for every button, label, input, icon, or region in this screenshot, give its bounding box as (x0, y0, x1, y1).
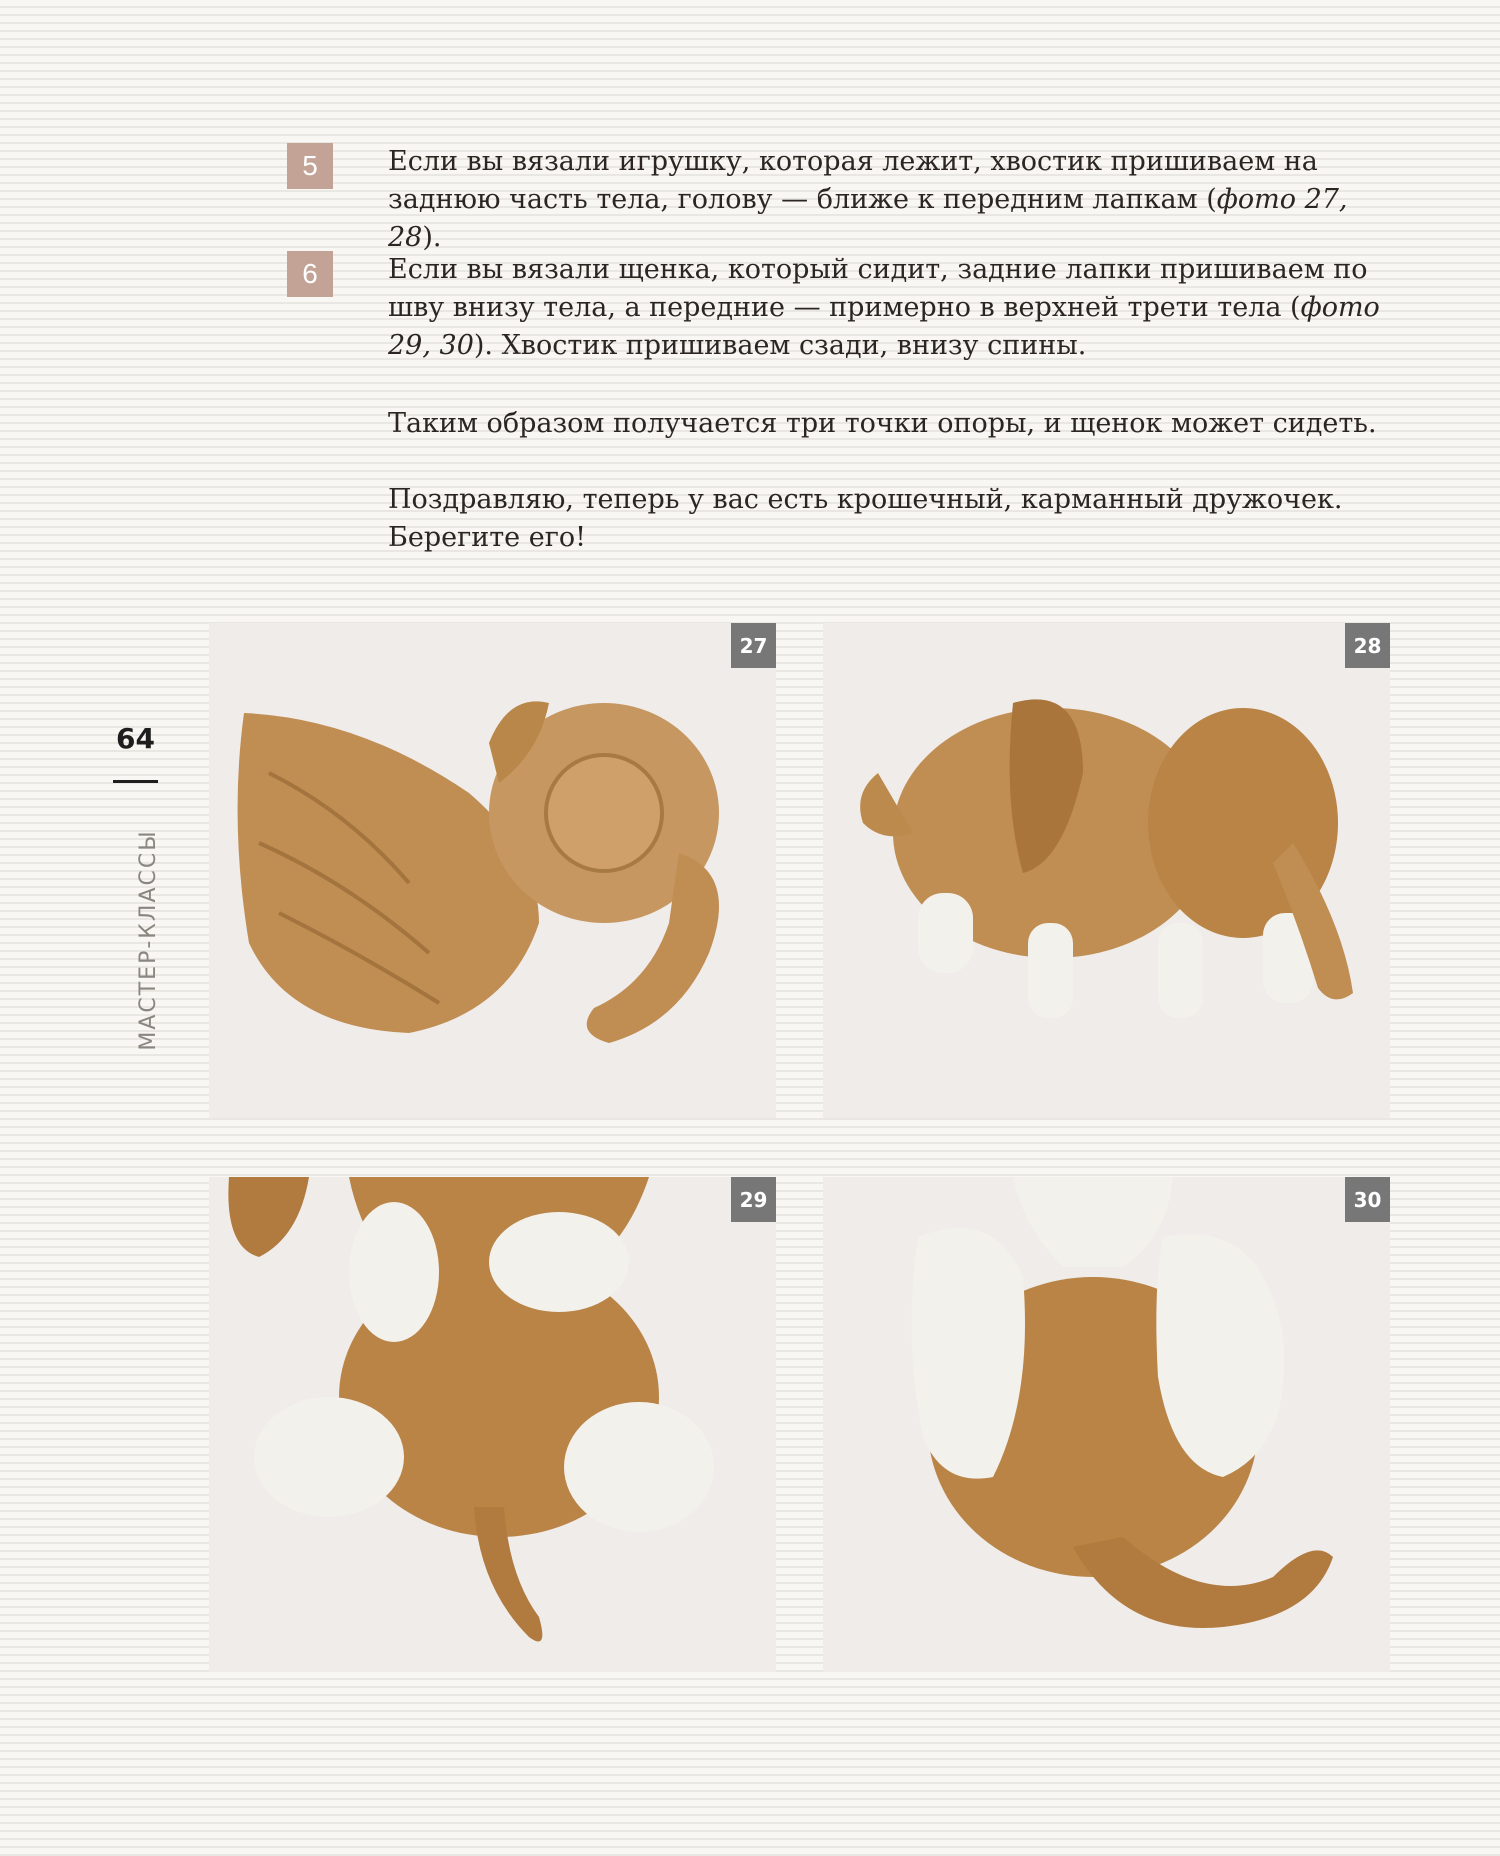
step-text: Если вы вязали игрушку, которая лежит, хвостик пришиваем на заднюю часть тела, голову — ближе к передним лапкам (фото 27, 28). (388, 146, 1348, 253)
photo-number-badge: 27 (731, 623, 776, 668)
page-number-rule (113, 780, 158, 783)
page-number: 64 (116, 722, 155, 755)
photo-30 (823, 1177, 1390, 1672)
photo-reference: фото 27, 28 (388, 184, 1348, 253)
knitted-puppy-lying-icon (209, 623, 776, 1118)
knitted-puppy-standing-icon (823, 623, 1390, 1118)
step-number-badge: 5 (287, 143, 333, 189)
knitted-puppy-bottom-icon (209, 1177, 776, 1672)
step-text: Если вы вязали щенка, который сидит, задние лапки пришиваем по шву внизу тела, а передние — примерно в верхней трети тела (фото 29, 30). Хвостик пришиваем сзади, внизу спины. (388, 254, 1380, 361)
knitted-puppy-back-icon (823, 1177, 1390, 1672)
photo-reference: фото 29, 30 (388, 292, 1380, 361)
photo-number-badge: 30 (1345, 1177, 1390, 1222)
step-number-badge: 6 (287, 251, 333, 297)
photo-29 (209, 1177, 776, 1672)
section-label: МАСТЕР-КЛАССЫ (136, 829, 161, 1051)
photo-number-badge: 28 (1345, 623, 1390, 668)
paragraph-support-points: Таким образом получается три точки опоры, и щенок может сидеть. (388, 408, 1377, 439)
photo-number-badge: 29 (731, 1177, 776, 1222)
photo-27 (209, 623, 776, 1118)
paragraph-congratulations: Поздравляю, теперь у вас есть крошечный, карманный дружочек. Берегите его! (388, 484, 1343, 553)
photo-28 (823, 623, 1390, 1118)
